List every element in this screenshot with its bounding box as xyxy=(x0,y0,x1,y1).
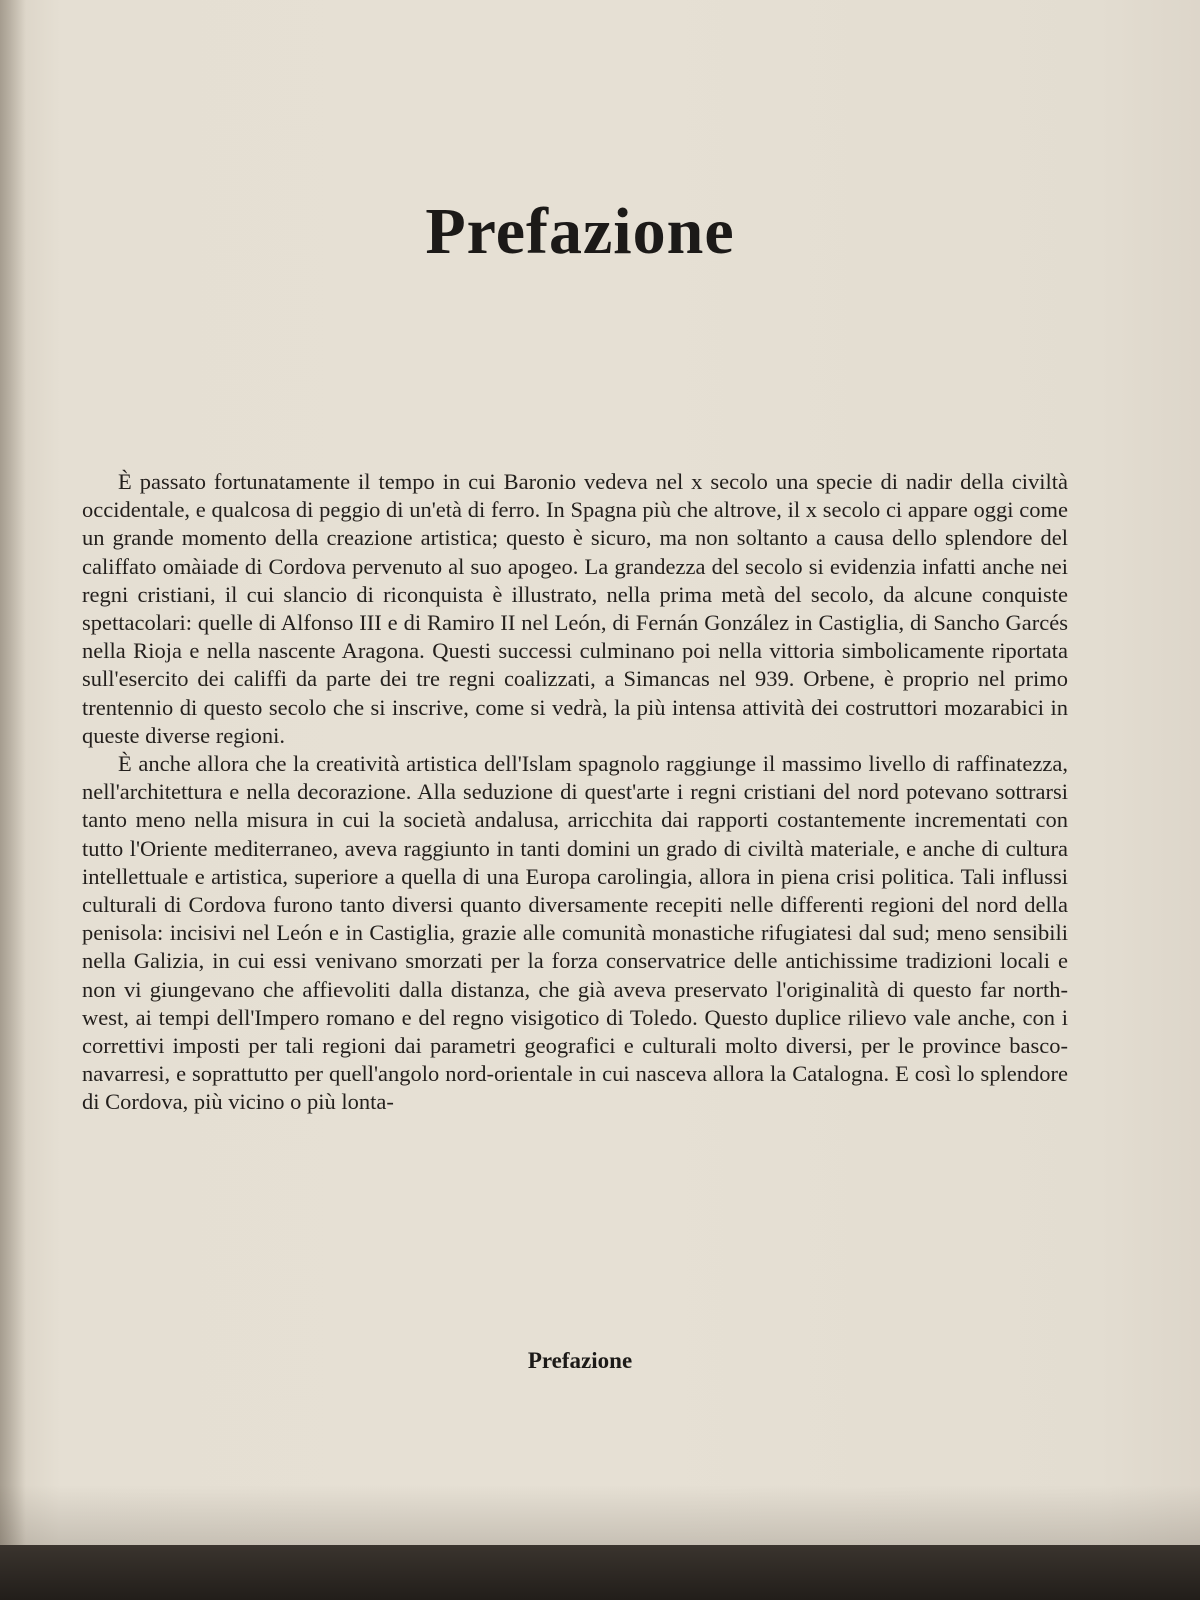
page-title: Prefazione xyxy=(425,195,735,269)
paragraph-1: È passato fortunatamente il tempo in cui Baronio vedeva nel x secolo una specie di nadir della civiltà occidentale, e qualcosa di peggio di un'età di ferro. In Spagna più che altrove, il x secolo ci appare oggi come un grande momento della creazione artistica; questo è sicuro, ma non soltanto a causa dello splendore del califfato omàiade di Cordova pervenuto al suo apogeo. La grandezza del secolo si evidenzia infatti anche nei regni cristiani, il cui slancio di riconquista è illustrato, nella prima metà del secolo, da alcune conquiste spettacolari: quelle di Alfonso III e di Ramiro II nel León, di Fernán González in Castiglia, di Sancho Garcés nella Rioja e nella nascente Aragona. Questi successi culminano poi nella vittoria simbolicamente riportata sull'esercito dei califfi da parte dei tre regni coalizzati, a Simancas nel 939. Orbene, è proprio nel primo trentennio di questo secolo che si inscrive, come si vedrà, la più intensa attività dei costruttori mozarabici in queste diverse regioni. xyxy=(82,469,1068,748)
background-surface xyxy=(0,1545,1200,1600)
body-text xyxy=(82,468,1068,1117)
paragraph-2: È anche allora che la creatività artistica dell'Islam spagnolo raggiunge il massimo livello di raffinatezza, nell'architettura e nella decorazione. Alla seduzione di quest'arte i regni cristiani del nord potevano sottrarsi tanto meno nella misura in cui la società andalusa, arricchita dai rapporti costantemente incrementati con tutto l'Oriente mediterraneo, aveva raggiunto in tanti domini un grado di civiltà materiale, e anche di cultura intellettuale e artistica, superiore a quella di una Europa carolingia, allora in piena crisi politica. Tali influssi culturali di Cordova furono tanto diversi quanto diversamente recepiti nelle differenti regioni del nord della penisola: incisivi nel León e in Castiglia, grazie alle comunità monastiche rifugiatesi dal sud; meno sensibili nella Galizia, in cui essi venivano smorzati per la forza conservatrice delle antichissime tradizioni locali e non vi giungevano che affievoliti dalla distanza, che già aveva preservato l'originalità di questo far north-west, ai tempi dell'Impero romano e del regno visigotico di Toledo. Questo duplice rilievo vale anche, con i correttivi imposti per tali regioni dai parametri geografici e culturali molto diversi, per le province basco-navarresi, e soprattutto per quell'angolo nord-orientale in cui nasceva allora la Catalogna. E così lo splendore di Cordova, più vicino o più lonta- xyxy=(82,751,1068,1115)
running-footer: Prefazione xyxy=(527,1348,633,1373)
page-bottom-shading xyxy=(0,1485,1200,1545)
